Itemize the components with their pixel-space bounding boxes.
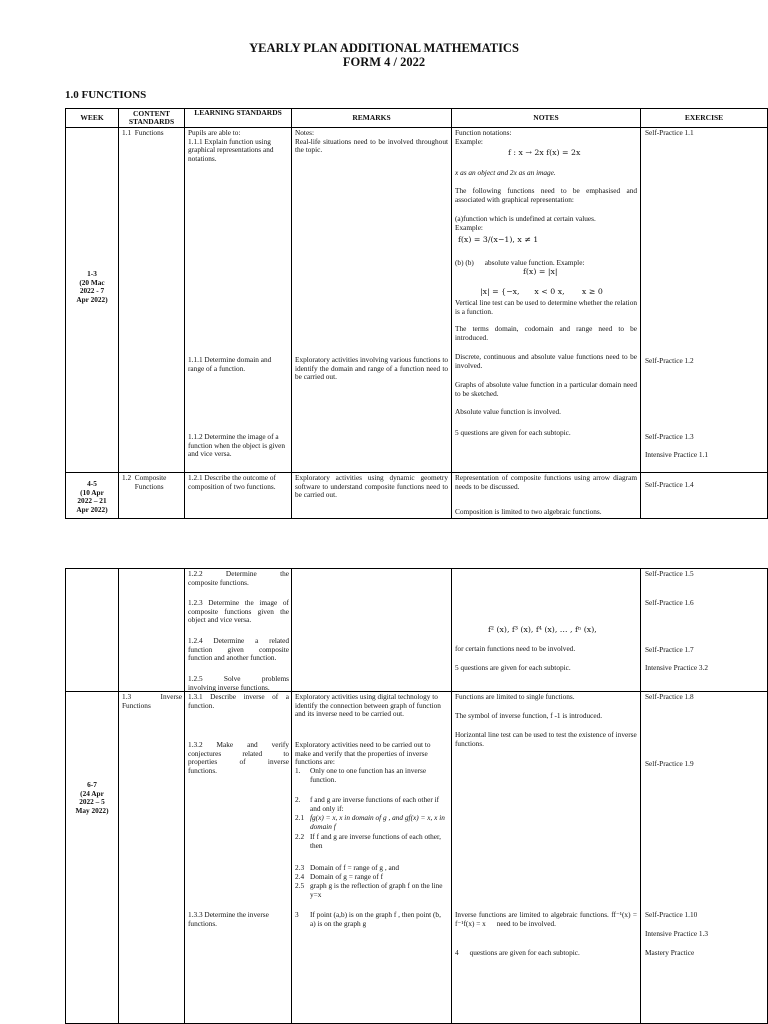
document-title: YEARLY PLAN ADDITIONAL MATHEMATICS — [249, 41, 519, 55]
learning-standards-cell — [185, 128, 292, 473]
remark-list-item: Only one to one function has an inverse function. — [310, 766, 427, 784]
remark-list-item: Domain of f = range of g , and — [310, 863, 400, 872]
note-text: The following functions need to be emphasised and associated with graphical representation: — [455, 186, 637, 204]
learning-standard-text: 1.2.5 Solve problems involving inverse functions. — [188, 674, 291, 692]
exercise-item: Mastery Practice — [645, 948, 695, 957]
header-notes: NOTES — [452, 109, 641, 128]
content-standard-label: 1.2 Composite Functions — [122, 473, 167, 491]
exercise-item: Self-Practice 1.4 — [645, 480, 694, 489]
learning-standards-cell — [185, 692, 292, 1024]
note-text: for certain functions need to be involved. — [455, 644, 576, 653]
remarks-cell — [292, 128, 452, 473]
exercise-item: Intensive Practice 1.3 — [645, 929, 709, 938]
note-text: Functions are limited to single functions. — [455, 692, 575, 701]
week-cell — [66, 692, 119, 1024]
remarks-cell — [292, 473, 452, 519]
note-equation: f² (x), f³ (x), f⁴ (x), … , fⁿ (x), — [488, 625, 597, 634]
learning-standard-text: 1.2.2 Determine the composite functions. — [188, 569, 291, 587]
remark-list-number: 2.1 — [295, 813, 305, 822]
week-label: 6-7 (24 Apr 2022 – 5 May 2022) — [75, 780, 109, 815]
week-label: 4-5 (10 Apr 2022 – 21 Apr 2022) — [76, 479, 108, 514]
remark-list-number: 2.2 — [295, 832, 305, 841]
notes-cell — [452, 569, 641, 692]
section-heading: 1.0 FUNCTIONS — [65, 89, 147, 101]
header-learning-standards-label: LEARNING STANDARDS — [194, 108, 282, 117]
remark-list-item: graph g is the reflection of graph f on the line y=x — [310, 881, 443, 899]
remark-list-item: If point (a,b) is on the graph f , then point (b, a) is on the graph g — [310, 910, 441, 928]
exercise-item: Self-Practice 1.9 — [645, 759, 694, 768]
content-standard-label: 1.1 Functions — [122, 128, 164, 137]
remark-list-item: Domain of g = range of f — [310, 872, 384, 881]
remarks-cell — [292, 569, 452, 692]
document-subtitle: FORM 4 / 2022 — [342, 55, 426, 69]
remark-text: Exploratory activities involving various functions to identify the domain and range of a function need to be carried out. — [295, 355, 448, 382]
note-text: Horizontal line test can be used to test the existence of inverse functions. — [455, 730, 637, 748]
exercise-item: Self-Practice 1.3 — [645, 432, 694, 441]
notes-cell — [452, 128, 641, 473]
note-text: Graphs of absolute value function in a particular domain need to be sketched. — [455, 380, 637, 398]
remark-list-item: f and g are inverse functions of each other if and only if: — [310, 795, 440, 813]
learning-standard-text: Pupils are able to: 1.1.1 Explain function using graphical representations and notations. — [188, 128, 274, 163]
exercise-item: Self-Practice 1.10 — [645, 910, 698, 919]
note-text: Discrete, continuous and absolute value functions need to be involved. — [455, 352, 637, 370]
note-text: The symbol of inverse function, f -1 is introduced. — [455, 711, 603, 720]
exercise-cell — [641, 569, 768, 692]
note-text: Vertical line test can be used to determine whether the relation is a function. — [455, 298, 637, 316]
note-equation: |x| = {−x, x < 0 x, x ≥ 0 — [480, 287, 603, 296]
plan-table-1 — [65, 108, 768, 519]
note-equation: f : x → 2x f(x) = 2x — [508, 148, 581, 157]
content-standard-label: 1.3 Inverse Functions — [122, 692, 184, 710]
remark-text: Exploratory activities using dynamic geometry software to understand composite functions need to be carried out. — [295, 473, 448, 500]
note-text: (b) (b) absolute value function. Example: — [455, 258, 585, 267]
learning-standard-text: 1.2.3 Determine the image of composite functions given the object and vice versa. — [188, 598, 289, 625]
notes-cell — [452, 473, 641, 519]
week-cell — [66, 569, 119, 692]
learning-standard-text: 1.2.1 Describe the outcome of composition of two functions. — [188, 473, 276, 491]
learning-standard-text: 1.1.1 Determine domain and range of a function. — [188, 355, 272, 373]
remark-list-number: 2. — [295, 795, 301, 804]
remarks-cell — [292, 692, 452, 1024]
note-text: x as an object and 2x as an image. — [455, 168, 556, 177]
header-content-standards: CONTENT STANDARDS — [119, 109, 185, 128]
remark-text: Exploratory activities using digital technology to identify the connection between graph of function and its inverse need to be carried out. — [295, 692, 441, 719]
remark-list-number: 2.5 — [295, 881, 305, 890]
note-text: 5 questions are given for each subtopic. — [455, 428, 571, 437]
week-cell-a — [66, 128, 119, 473]
exercise-item: Self-Practice 1.7 — [645, 645, 694, 654]
exercise-item: Self-Practice 1.6 — [645, 598, 694, 607]
note-text: Composition is limited to two algebraic functions. — [455, 507, 602, 516]
note-equation: f(x) = 3/(x−1), x ≠ 1 — [458, 235, 539, 244]
content-standard-cell — [119, 473, 185, 519]
week-cell-b — [66, 473, 119, 519]
remark-list-item: If f and g are inverse functions of each other, then — [310, 832, 441, 850]
learning-standard-text: 1.2.4 Determine a related function given composite function and another function. — [188, 636, 291, 663]
note-text: Inverse functions are limited to algebraic functions. ff⁻¹(x) = f⁻¹f(x) = x need to be involved. — [455, 910, 639, 928]
content-standard-cell — [119, 692, 185, 1024]
learning-standards-cell — [185, 569, 292, 692]
note-text: The terms domain, codomain and range need to be introduced. — [455, 324, 637, 342]
exercise-cell — [641, 128, 768, 473]
note-text: 4 questions are given for each subtopic. — [455, 948, 580, 957]
remark-list-number: 3 — [295, 910, 299, 919]
content-standard-cell — [119, 128, 185, 473]
learning-standard-text: 1.1.2 Determine the image of a function when the object is given and vice versa. — [188, 432, 286, 459]
note-equation: f(x) = |x| — [523, 267, 558, 276]
header-exercise: EXERCISE — [641, 109, 768, 128]
note-text: (a)function which is undefined at certain values. Example: — [455, 214, 596, 232]
exercise-cell — [641, 692, 768, 1024]
learning-standard-text: 1.3.2 Make and verify conjectures related to properties of inverse functions. — [188, 740, 291, 775]
exercise-item: Self-Practice 1.1 — [645, 128, 694, 137]
exercise-item: Intensive Practice 1.1 — [645, 450, 709, 459]
note-text: Function notations: Example: — [455, 128, 512, 146]
plan-table-2 — [65, 568, 768, 1024]
exercise-item: Self-Practice 1.2 — [645, 356, 694, 365]
exercise-item: Self-Practice 1.5 — [645, 569, 694, 578]
header-week: WEEK — [66, 109, 119, 128]
learning-standard-text: 1.3.3 Determine the inverse functions. — [188, 910, 269, 928]
content-standard-cell — [119, 569, 185, 692]
note-text: Representation of composite functions using arrow diagram needs to be discussed. — [455, 473, 637, 491]
exercise-cell — [641, 473, 768, 519]
exercise-item: Self-Practice 1.8 — [645, 692, 694, 701]
remark-list-number: 1. — [295, 766, 301, 775]
week-label: 1-3 (20 Mac 2022 - 7 Apr 2022) — [76, 269, 108, 304]
header-remarks: REMARKS — [292, 109, 452, 128]
exercise-item: Intensive Practice 3.2 — [645, 663, 709, 672]
remark-text: Exploratory activities need to be carried out to make and verify that the properties of inverse functions are: — [295, 740, 431, 767]
header-learning-standards — [185, 109, 292, 128]
remark-list-number: 2.3 — [295, 863, 305, 872]
remark-text: Notes: Real-life situations need to be involved throughout the topic. — [295, 128, 448, 155]
learning-standard-text: 1.3.1 Describe inverse of a function. — [188, 692, 289, 710]
notes-cell — [452, 692, 641, 1024]
note-text: 5 questions are given for each subtopic. — [455, 663, 571, 672]
learning-standards-cell — [185, 473, 292, 519]
remark-list-item: fg(x) = x, x in domain of g , and gf(x) = x, x in domain f — [310, 813, 445, 831]
note-text: Absolute value function is involved. — [455, 407, 561, 416]
remark-list-number: 2.4 — [295, 872, 305, 881]
